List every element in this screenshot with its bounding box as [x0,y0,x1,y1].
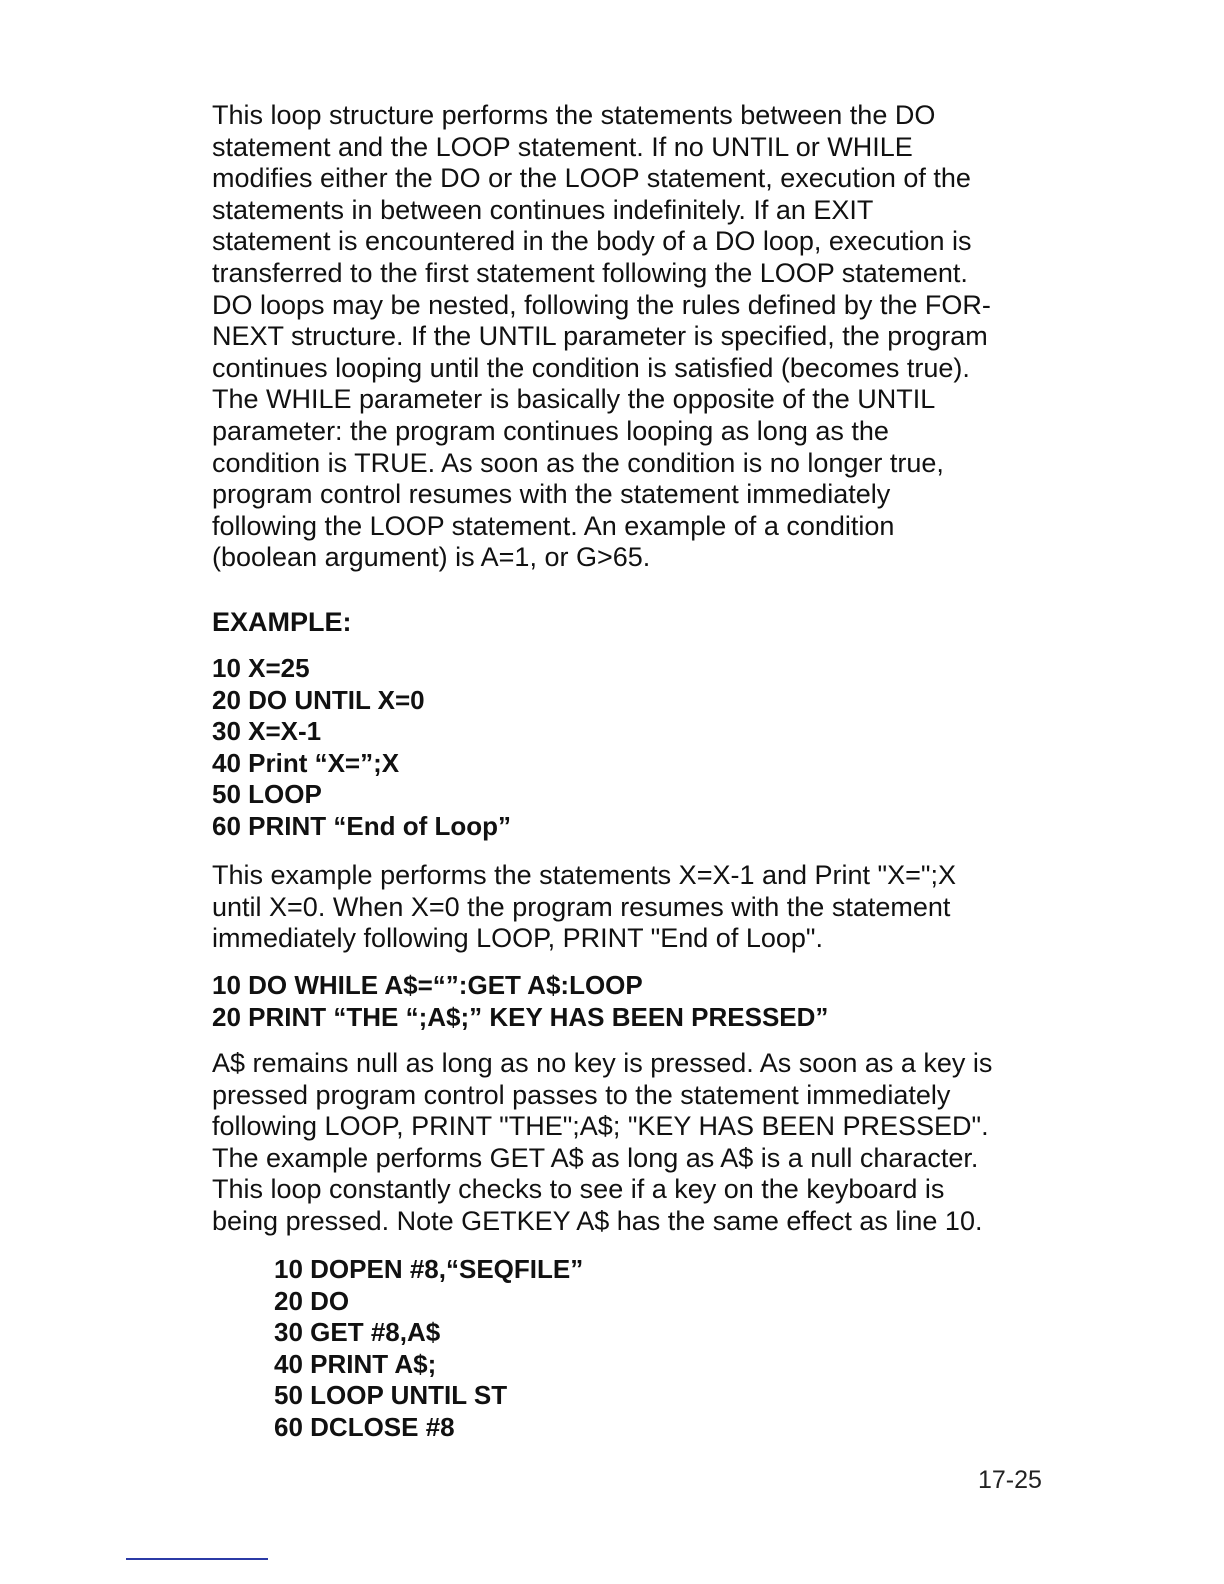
code-line: 20 DO [274,1285,350,1316]
example2-code [212,970,828,1033]
text-line: This loop constantly checks to see if a key on the keyboard is [212,1174,945,1205]
text-line: program control resumes with the statement immediately [212,479,891,510]
text-line: until X=0. When X=0 the program resumes with the statement [212,891,951,922]
text-line: following LOOP, PRINT "THE";A$; "KEY HAS BEEN PRESSED". [212,1111,989,1142]
text-line: DO loops may be nested, following the rules defined by the FOR- [212,289,991,320]
footer-rule [126,1558,268,1560]
text-line: The example performs GET A$ as long as A$ is a null character. [212,1142,979,1173]
text-line: parameter: the program continues looping as long as the [212,415,889,446]
text-line: This example performs the statements X=X-1 and Print "X=";X [212,860,957,890]
text-line: transferred to the first statement following the LOOP statement. [212,257,968,288]
example1-explanation [212,860,956,955]
code-line: 30 GET #8,A$ [274,1317,441,1348]
text-line: This loop structure performs the statements between the DO [212,100,936,130]
intro-paragraph [212,100,991,574]
example2-explanation [212,1048,992,1238]
text-line: being pressed. Note GETKEY A$ has the same effect as line 10. [212,1205,983,1236]
example-heading: EXAMPLE: [212,607,352,637]
code-line: 10 DOPEN #8,“SEQFILE” [274,1254,584,1284]
text-line: immediately following LOOP, PRINT "End of Loop". [212,923,823,954]
code-line: 50 LOOP [212,779,322,810]
code-line: 10 X=25 [212,653,310,683]
text-line: statement and the LOOP statement. If no UNTIL or WHILE [212,131,913,162]
page-number: 17-25 [978,1466,1042,1494]
code-line: 60 PRINT “End of Loop” [212,810,511,841]
code-line: 10 DO WHILE A$=“”:GET A$:LOOP [212,970,643,1000]
text-line: statements in between continues indefinitely. If an EXIT [212,194,874,225]
text-line: continues looping until the condition is satisfied (becomes true). [212,352,970,383]
code-line: 60 DCLOSE #8 [274,1411,455,1442]
text-line: statement is encountered in the body of a DO loop, execution is [212,226,972,257]
text-line: The WHILE parameter is basically the opposite of the UNTIL [212,384,936,415]
code-line: 20 DO UNTIL X=0 [212,684,425,715]
code-line: 40 Print “X=”;X [212,747,400,778]
code-line: 50 LOOP UNTIL ST [274,1380,508,1411]
text-line: A$ remains null as long as no key is pressed. As soon as a key is [212,1048,993,1078]
code-line: 40 PRINT A$; [274,1348,437,1379]
code-line: 30 X=X-1 [212,716,322,747]
text-line: pressed program control passes to the statement immediately [212,1079,951,1110]
text-line: NEXT structure. If the UNTIL parameter is specified, the program [212,321,988,352]
example3-code [274,1254,583,1444]
example1-code [212,653,511,843]
text-line: condition is TRUE. As soon as the condition is no longer true, [212,447,944,478]
text-line: modifies either the DO or the LOOP statement, execution of the [212,163,971,194]
text-line: (boolean argument) is A=1, or G>65. [212,542,651,573]
text-line: following the LOOP statement. An example of a condition [212,510,895,541]
code-line: 20 PRINT “THE “;A$;” KEY HAS BEEN PRESSED” [212,1001,829,1032]
